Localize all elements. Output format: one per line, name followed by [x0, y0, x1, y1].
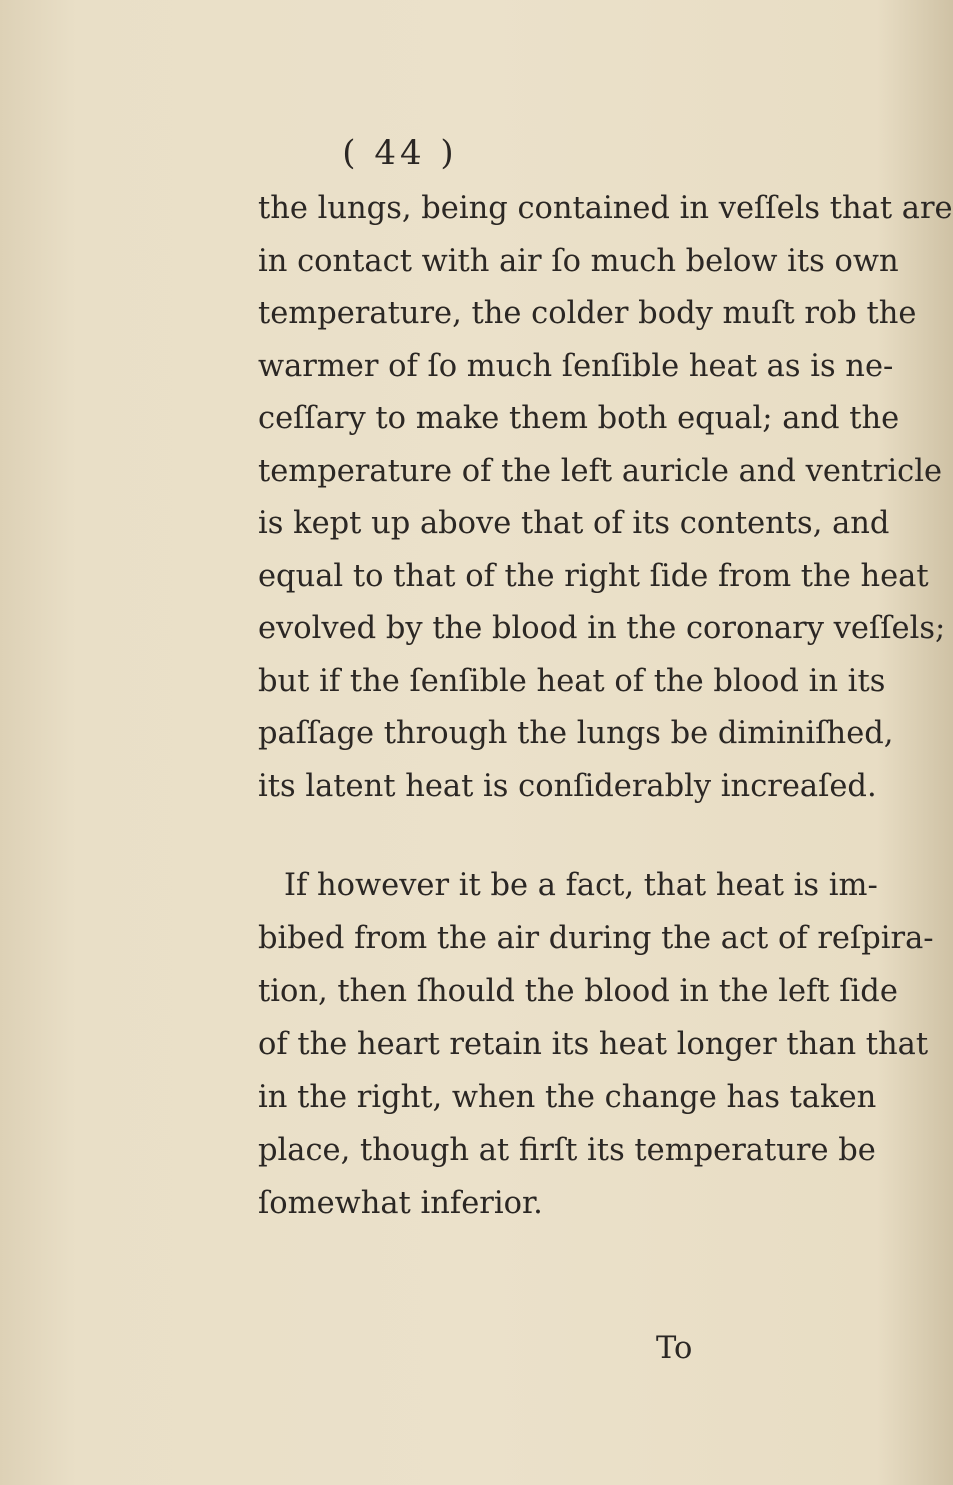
text-line: is kept up above that of its contents, and — [258, 506, 890, 541]
text-line: If however it be a fact, that heat is im- — [284, 868, 878, 903]
text-line: temperature, the colder body muſt rob the — [258, 296, 917, 331]
text-line: tion, then ſhould the blood in the left ſide — [258, 974, 898, 1009]
text-line: equal to that of the right ſide from the heat — [258, 558, 929, 594]
text-line: ceſſary to make them both equal; and the — [258, 401, 900, 436]
text-line: place, though at firſt its temperature be — [258, 1133, 876, 1168]
text-line: the lungs, being contained in veſſels that are — [258, 191, 953, 226]
page-number: ( 44 ) — [342, 133, 458, 173]
text-line: but if the ſenſible heat of the blood in its — [258, 663, 886, 699]
text-line: warmer of ſo much ſenſible heat as is ne- — [258, 348, 894, 384]
text-line: temperature of the left auricle and ventricle — [258, 453, 943, 489]
paragraph-2 — [258, 868, 934, 1221]
catchword: To — [656, 1331, 693, 1366]
paragraph-1 — [258, 191, 953, 804]
text-line: in contact with air ſo much below its own — [258, 243, 899, 279]
text-line: evolved by the blood in the coronary veſſels; — [258, 611, 946, 646]
text-line: of the heart retain its heat longer than that — [258, 1027, 929, 1062]
text-line: its latent heat is conſiderably increaſed. — [258, 768, 877, 804]
text-line: bibed from the air during the act of reſpira- — [258, 921, 934, 956]
text-line: in the right, when the change has taken — [258, 1080, 877, 1115]
text-line: ſomewhat inferior. — [258, 1186, 543, 1221]
text-line: paſſage through the lungs be diminiſhed, — [258, 716, 894, 751]
